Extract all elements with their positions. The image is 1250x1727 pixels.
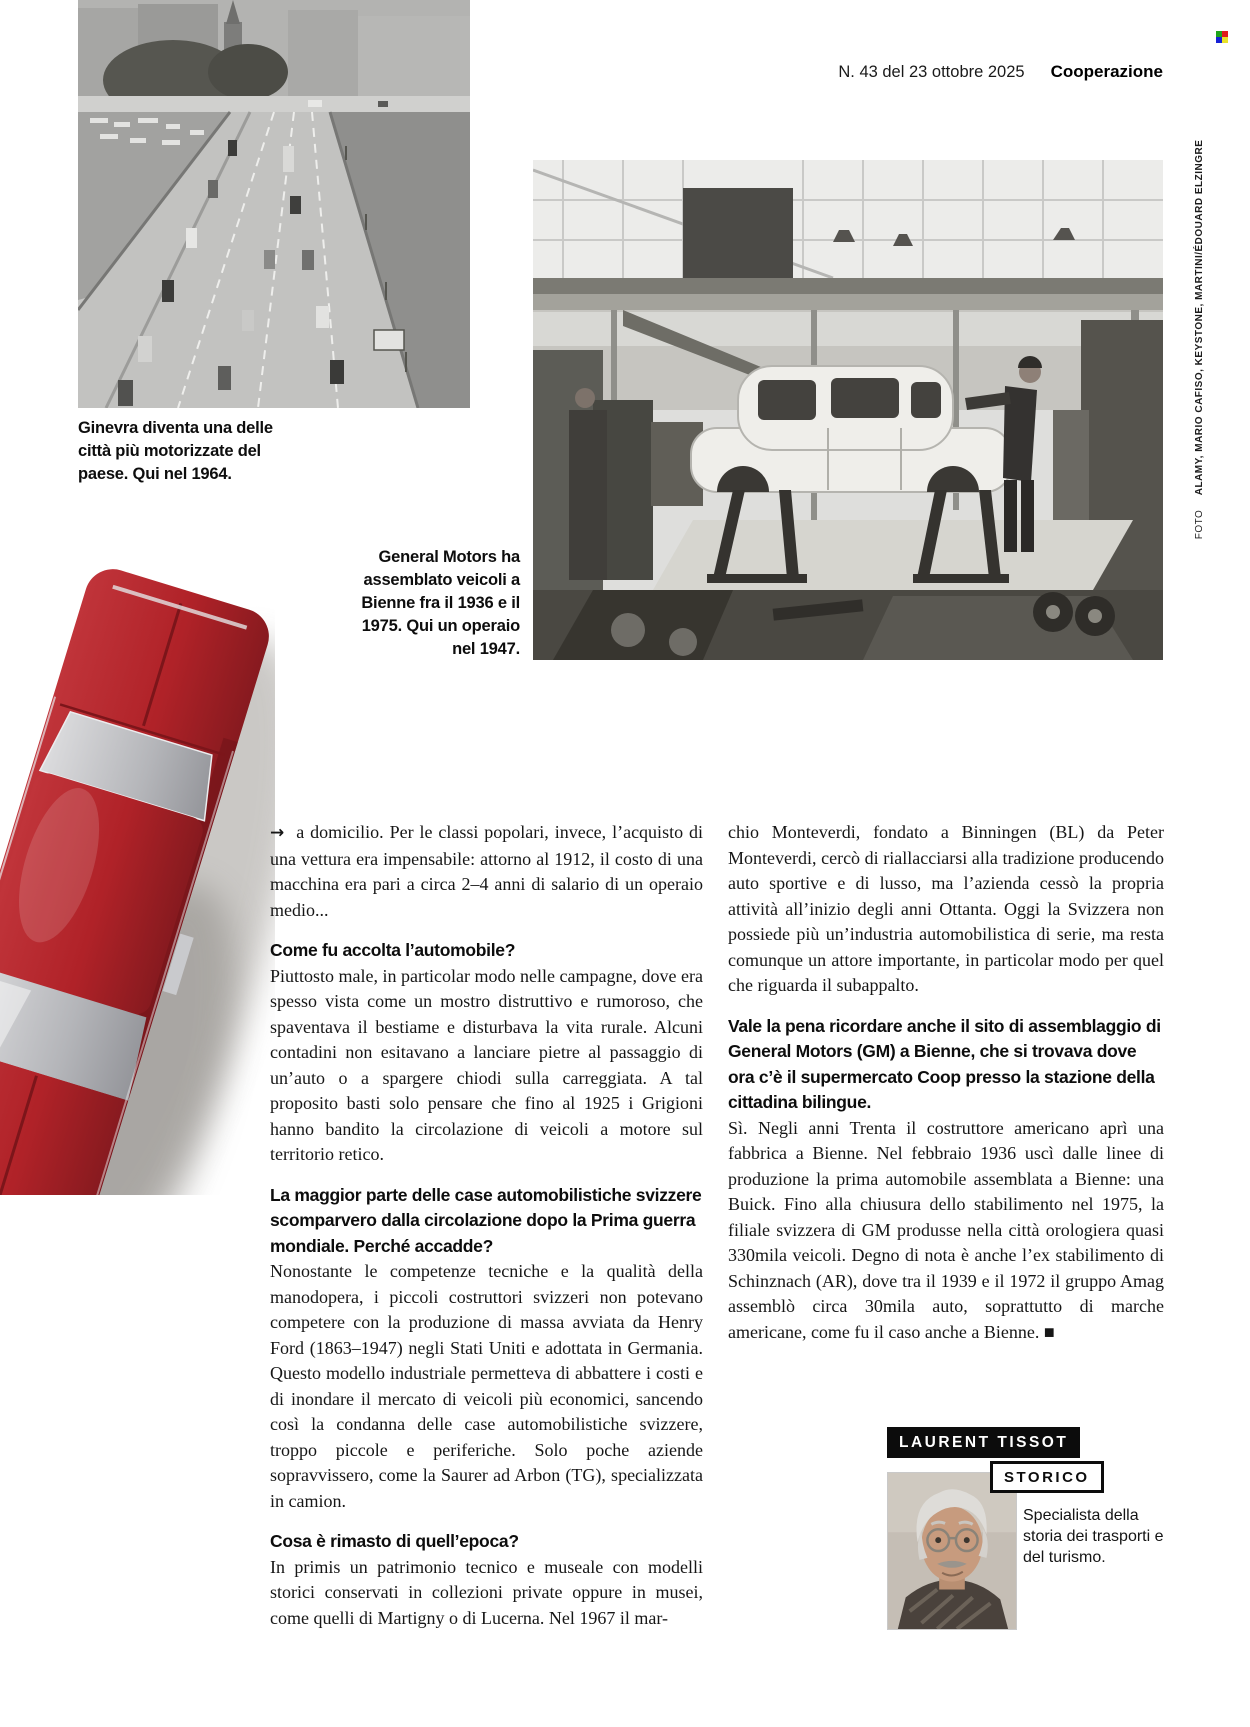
factory-caption: General Motors ha assemblato veicoli a Bienne fra il 1936 e il 1975. Qui un operaio nel 1947. bbox=[361, 548, 520, 658]
bridge-sign bbox=[374, 330, 404, 350]
interview-question: Come fu accolta l’automobile? bbox=[270, 940, 516, 960]
roof-vent bbox=[683, 188, 793, 278]
interview-question: Cosa è rimasto di quell’epoca? bbox=[270, 1531, 519, 1551]
page-header bbox=[838, 62, 1163, 82]
author-bio: Specialista della storia dei trasporti e del turismo. bbox=[1023, 1507, 1164, 1566]
photo-credit-label: FOTO bbox=[1194, 509, 1205, 540]
photo-credit bbox=[1194, 140, 1205, 539]
worker-left bbox=[569, 388, 607, 580]
article-column-left bbox=[270, 820, 703, 1631]
author-role-badge: STORICO bbox=[990, 1461, 1104, 1493]
interview-answer: In primis un patrimonio tecnico e museale con modelli storici conservati in collezioni private oppure in musei, come quelli di Martigny o di Lucerna. Nel 1967 il mar- bbox=[270, 1556, 703, 1628]
author-portrait bbox=[887, 1472, 1017, 1630]
issue-date: N. 43 del 23 ottobre 2025 bbox=[838, 63, 1025, 81]
magazine-title: Cooperazione bbox=[1050, 62, 1163, 81]
article-column-right bbox=[728, 820, 1164, 1345]
arrow-icon: → bbox=[270, 823, 285, 843]
color-registration-icon bbox=[1216, 31, 1228, 43]
paragraph-text: a domicilio. Per le classi popolari, invece, l’acquisto di una vettura era impensabile: attorno al 1912, il costo di una macchina era pari a circa 2–4 anni di salario di un operaio medio... bbox=[270, 822, 703, 920]
geneva-caption: Ginevra diventa una delle città più motorizzate del paese. Qui nel 1964. bbox=[78, 419, 273, 483]
gm-factory-photo bbox=[533, 160, 1163, 660]
red-toy-car-photo bbox=[0, 535, 275, 1195]
interview-answer: Nonostante le competenze tecniche e la qualità della manodopera, i piccoli costruttori svizzeri non potevano competere con la produzione di massa avviata da Henry Ford (1863–1947) negli Stati Uniti e adottata in Germania. Questo modello industriale permetteva di abbattere i costi e di inondare il mercato di veicoli più economici, sancendo così la condanna delle case automobilistiche svizzere, troppo piccole e periferiche. Solo poche aziende sopravvissero, come la Saurer ad Arbon (TG), specializzata in camion. bbox=[270, 1261, 703, 1511]
interview-question: Vale la pena ricordare anche il sito di assemblaggio di General Motors (GM) a Bienne, che si trovava dove ora c’è il supermercato Coop presso la stazione della cittadina bilingue. bbox=[728, 1015, 1161, 1112]
author-name-badge: LAURENT TISSOT bbox=[887, 1427, 1080, 1458]
geneva-bridge-photo bbox=[78, 0, 470, 408]
foreground-parts bbox=[533, 590, 1163, 660]
lead-paragraph bbox=[270, 820, 703, 923]
interview-answer: Piuttosto male, in particolar modo nelle campagne, dove era spesso vista come un mostro distruttivo e rumoroso, che spaventava il bestiame e disturbava la vita rurale. Alcuni contadini non esitavano a lanciare pietre al passaggio di un’auto o a spargere chiodi sulla carreggiata. A tal proposito basti solo pensare che fino al 1925 i Grigioni hanno bandito la circolazione di veicoli a motore sul territorio retico. bbox=[270, 965, 703, 1164]
interview-answer: chio Monteverdi, fondato a Binningen (BL) da Peter Monteverdi, cercò di riallacciarsi alla tradizione producendo auto sportive e di lusso, ma l’azienda cessò la propria attività all’inizio degli anni Ottanta. Oggi la Svizzera non possiede più un’industria automobilistica di serie, ma resta comunque un attore importante, in particolar modo per quel che riguarda il subappalto. bbox=[728, 822, 1164, 995]
interview-question: La maggior parte delle case automobilistiche svizzere scomparvero dalla circolazione dopo la Prima guerra mondiale. Perché accadde? bbox=[270, 1184, 702, 1256]
interview-answer: Sì. Negli anni Trenta il costruttore americano aprì una fabbrica a Bienne. Nel febbraio 1936 uscì dalle linee di produzione la prima automobile assemblata a Bienne: una Buick. Fino alla chiusura dello stabilimento nel 1975, la filiale svizzera di GM produsse nella città orologiera quasi 330mila veicoli. Degno di nota è anche l’ex stabilimento di Schinznach (AR), dove tra il 1939 e il 1972 il gruppo Amag assemblò circa 30mila auto, soprattutto di marche americane, come fu il caso anche a Bienne. ■ bbox=[728, 1117, 1164, 1342]
skylight-ceiling bbox=[533, 160, 1163, 278]
face bbox=[921, 1507, 982, 1582]
photo-credit-names: ALAMY, MARIO CAFISO, KEYSTONE, MARTINI/ÉDOUARD ELZINGRE bbox=[1194, 140, 1205, 496]
